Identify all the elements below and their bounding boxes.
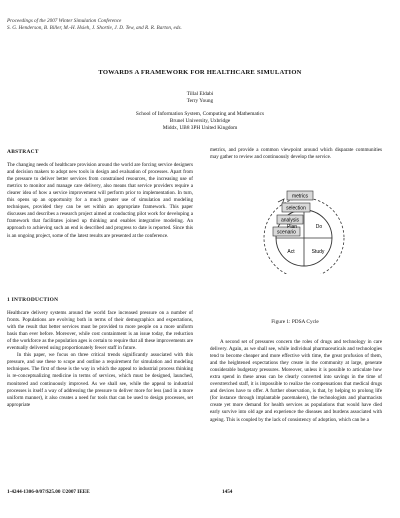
abstract-text: The changing needs of healthcare provision around the world are forcing service designers and decision makers to adopt new tools in design and evaluation of processes. Apart from the pressure to deliver better services from constrained resources, the increasing use of metrics to monitor and manage care delivery, also means that service providers require a clearer idea of how a service improvement will perform prior to implementation. In turn, this opens up an opportunity for a much greater use of simulation and modeling techniques, provided they can be set within an appropriate framework. This paper discusses and describes a research project aimed at conducting pilot work for developing a framework that facilitates joined up thinking and enables integrative modeling. An approach to achieving such an end is described and progress to date is reported. Since this is an ongoing project, some of the latest results are presented at the conference. — [7, 162, 193, 239]
abstract-heading: ABSTRACT — [7, 149, 39, 155]
right-column-bottom — [210, 339, 382, 424]
right-paragraph-3: A second set of pressures concern the roles of drugs and technology in care delivery. Again, as we shall see, while individual pharmaceuticals and technologies tend to become cheaper and more effective with time, the great profusion of them, and the heightened expectations they create in the community at large, generate considerable budgetary pressures. Moreover, unless it is possible to articulate how extra spend in these areas can be clearly converted into savings in the time of overstretched staff, it is impossible to realize the compensations that medical drugs and devices have to offer. A further observation, is that, by helping to prolong life (for instance through implantable pacemakers), the technologists and pharmacists create yet more demand for health services as populations that would have died early survive into old age and experience the diseases and burdens associated with ageing. This is coupled by the lack of consistency of adoption, which can be a — [210, 339, 382, 423]
isbn-footer: 1-4244-1306-0/07/$25.00 ©2007 IEEE — [7, 489, 90, 495]
affiliation — [0, 111, 400, 133]
step-label-analysis: analysis — [280, 217, 300, 224]
proceedings-line: Proceedings of the 2007 Winter Simulation Conference — [7, 18, 122, 24]
page-number: 1454 — [222, 489, 233, 495]
editors-line: S. G. Henderson, B. Biller, M.-H. Hsieh, J. Shortle, J. D. Tew, and R. R. Barton, eds. — [7, 25, 182, 31]
author-name: Terry Young — [186, 98, 214, 105]
pdsa-figure — [244, 178, 348, 274]
right-column-top — [210, 147, 382, 161]
intro-heading: 1 INTRODUCTION — [7, 297, 59, 303]
quadrant-study: Study — [311, 249, 325, 255]
quadrant-do: Do — [315, 224, 323, 230]
intro-section — [7, 297, 193, 409]
intro-paragraph-2: In this paper, we focus on three critical trends significantly associated with this pressure, and use these to scope and outline a requirement for simulation and modeling techniques. The first of these is the way in which the appeal to industrial process thinking is re-conceptualizing medicine in terms of services, which must be designed, launched, monitored and continuously improved. As we shall see, while the appeal to industrial processes is itself a way of addressing the pressure to deliver more for less (and in a more uniform manner), it also creates a need for tools that can be used to design processes, set appropriate — [7, 352, 193, 408]
step-label-scenario: scenario — [277, 229, 296, 236]
step-label-selection: selection — [286, 205, 306, 212]
affiliation-line: Brunel University, Uxbridge — [169, 118, 231, 125]
quadrant-plan: Plan — [286, 224, 298, 230]
step-label-metrics: metrics — [291, 193, 309, 200]
left-column — [7, 149, 193, 240]
affiliation-line: Middx, UB8 3PH United Kingdom — [162, 125, 238, 132]
author-list — [0, 91, 400, 105]
paper-title: TOWARDS A FRAMEWORK FOR HEALTHCARE SIMULATION — [98, 69, 302, 76]
right-paragraph-top: metrics, and provide a common viewpoint around which disparate communities may gather to review and continuously develop the service. — [210, 147, 382, 161]
affiliation-line: School of Information System, Computing and Mathematics — [135, 111, 265, 117]
running-header — [7, 18, 387, 32]
figure-caption: Figure 1: PDSA Cycle — [271, 319, 319, 325]
intro-paragraph-1: Healthcare delivery systems around the world face increased pressure on a number of fronts. Populations are evolving both in terms of their demographics and expectations, with the result that better services must be provided to more people on a more uniform basis than ever before. Moreover, while cost containment is an issue today, the reduction of the workforce as the population ages is certain to require that all these improvements are eventually delivered using proportionately fewer staff in future. — [7, 310, 193, 352]
quadrant-act: Act — [287, 249, 295, 255]
author-name: Tillal Eldabi — [186, 91, 214, 97]
